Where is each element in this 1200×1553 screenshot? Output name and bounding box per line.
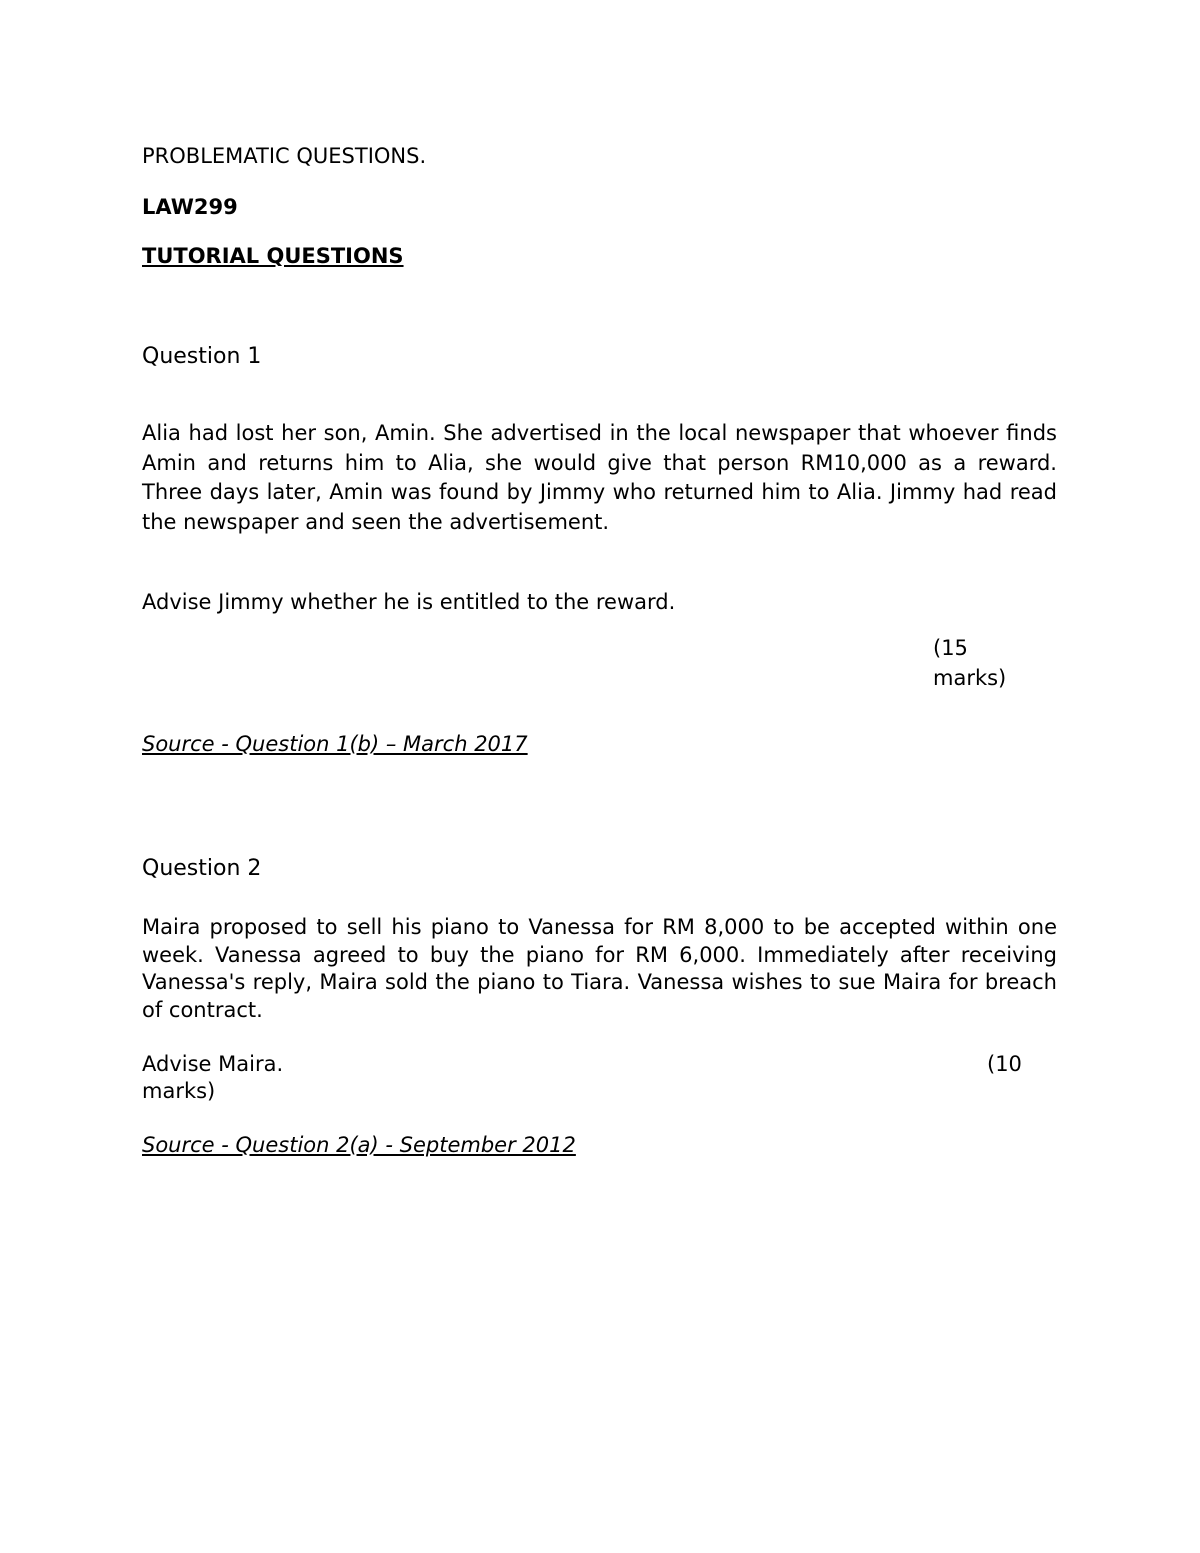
course-code: LAW299 <box>142 195 238 219</box>
question-1-marks-value: (15 <box>933 636 968 660</box>
document-heading: PROBLEMATIC QUESTIONS. <box>142 144 427 168</box>
question-1-marks-label: marks) <box>933 666 1007 690</box>
question-2-marks-label: marks) <box>142 1079 216 1103</box>
question-2-source: Source - Question 2(a) - September 2012 <box>142 1133 576 1157</box>
question-1-instruction: Advise Jimmy whether he is entitled to the reward. <box>142 590 676 614</box>
question-2-title: Question 2 <box>142 856 262 881</box>
question-1-marks <box>933 633 1006 693</box>
question-1-title: Question 1 <box>142 344 262 369</box>
question-1-body: Alia had lost her son, Amin. She advertised in the local newspaper that whoever finds Amin and returns him to Alia, she would give that person RM10,000 as a reward. Three days later, Amin was found by Jimmy who returned him to Alia. Jimmy had read the newspaper and seen the advertisement. <box>142 421 1057 534</box>
question-2-marks-value: (10 <box>987 1052 1022 1076</box>
question-2-body: Maira proposed to sell his piano to Vanessa for RM 8,000 to be accepted within one week. Vanessa agreed to buy the piano for RM 6,000. Immediately after receiving Vanessa's reply, Maira sold the piano to Tiara. Vanessa wishes to sue Maira for breach of contract. <box>142 915 1057 1022</box>
document-subtitle: TUTORIAL QUESTIONS <box>142 244 404 268</box>
question-1-source: Source - Question 1(b) – March 2017 <box>142 732 528 756</box>
question-2-instruction: Advise Maira. <box>142 1052 284 1076</box>
